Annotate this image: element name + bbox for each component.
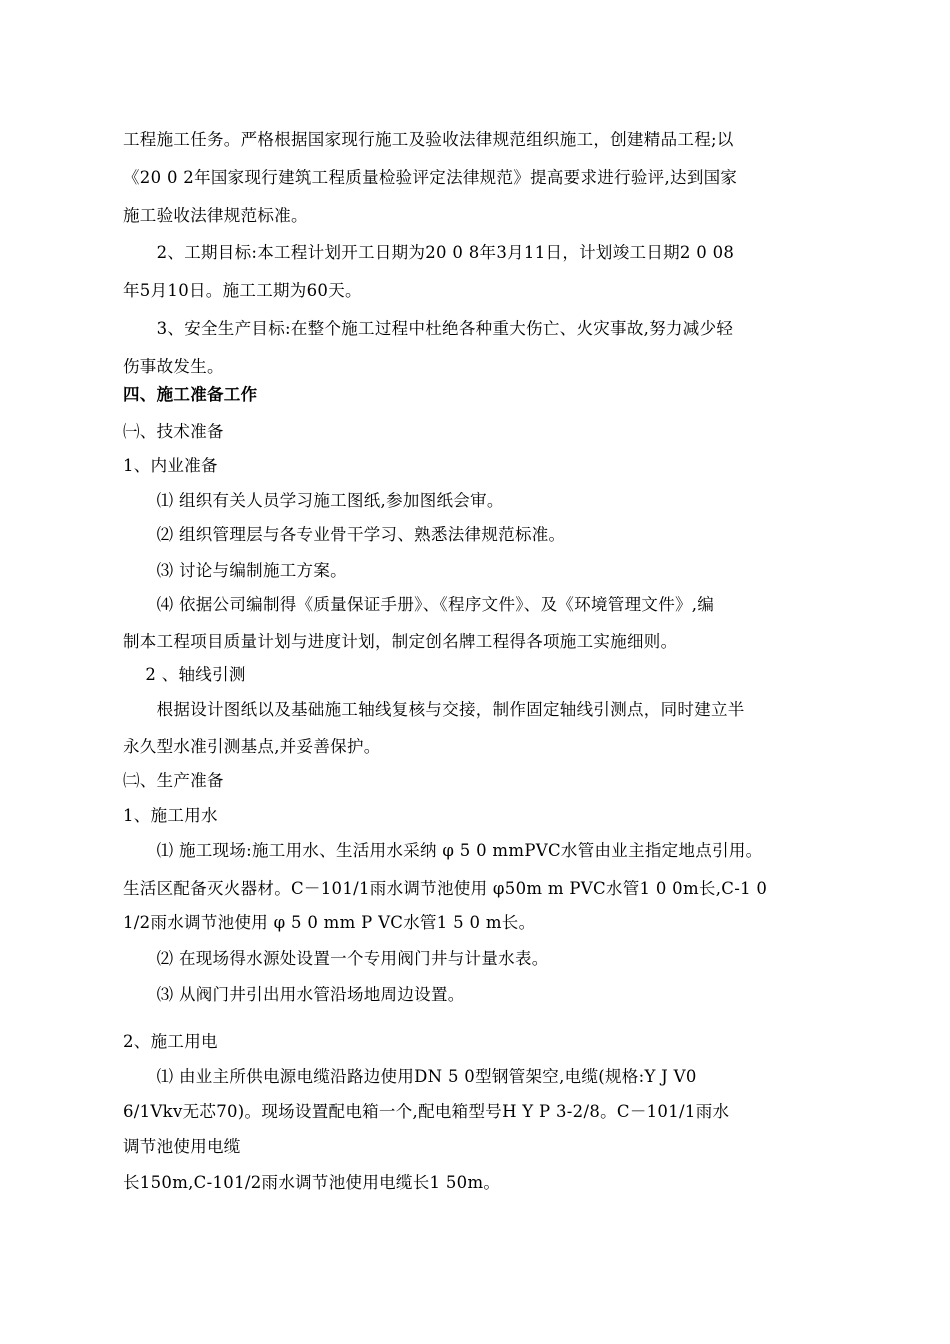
paragraph-line: 永久型水准引测基点,并妥善保护。: [123, 737, 381, 756]
paragraph-line: 3、安全生产目标:在整个施工过程中杜绝各种重大伤亡、火灾事故,努力减少轻: [123, 319, 734, 338]
paragraph-line: 长150m,C-101/2雨水调节池使用电缆长1 50m。: [123, 1173, 501, 1192]
paragraph-line: 伤事故发生。: [123, 357, 224, 376]
paragraph-line: 根据设计图纸以及基础施工轴线复核与交接，制作固定轴线引测点，同时建立半: [123, 700, 745, 719]
list-item: ⑶ 讨论与编制施工方案。: [123, 561, 347, 580]
section-heading: 四、施工准备工作: [123, 385, 258, 404]
subsection-heading: 2、施工用电: [123, 1032, 218, 1051]
paragraph-line: 6/1Vkv无芯70)。现场设置配电箱一个,配电箱型号H Y P 3-2/8。C－101/1雨水: [123, 1102, 730, 1121]
list-item: ⑴ 施工现场:施工用水、生活用水采纳 φ 5 0 mmPVC水管由业主指定地点引用。: [123, 841, 763, 860]
paragraph-line: 制本工程项目质量计划与进度计划，制定创名牌工程得各项施工实施细则。: [123, 632, 678, 651]
list-item: ⑶ 从阀门井引出用水管沿场地周边设置。: [123, 985, 465, 1004]
paragraph-line: 《20 0 2年国家现行建筑工程质量检验评定法律规范》提高要求进行验评,达到国家: [123, 168, 738, 187]
list-item: ⑷ 依据公司编制得《质量保证手册》、《程序文件》、及《环境管理文件》,编: [123, 595, 715, 614]
list-item: ⑵ 在现场得水源处设置一个专用阀门井与计量水表。: [123, 949, 549, 968]
paragraph-line: 工程施工任务。严格根据国家现行施工及验收法律规范组织施工，创建精品工程;以: [123, 130, 734, 149]
paragraph-line: 调节池使用电缆: [123, 1137, 241, 1156]
paragraph-line: 1/2雨水调节池使用 φ 5 0 mm P VC水管1 5 0 m长。: [123, 913, 536, 932]
paragraph-line: 施工验收法律规范标准。: [123, 206, 308, 225]
subsection-heading: ㈡、生产准备: [123, 771, 224, 790]
subsection-heading: 2 、轴线引测: [123, 665, 246, 684]
list-item: ⑴ 由业主所供电源电缆沿路边使用DN 5 0型钢管架空,电缆(规格:Y J V0: [123, 1067, 697, 1086]
subsection-heading: 1、施工用水: [123, 806, 218, 825]
paragraph-line: 2、工期目标:本工程计划开工日期为20 0 8年3月11日，计划竣工日期2 0 08: [123, 243, 735, 262]
subsection-heading: 1、内业准备: [123, 456, 218, 475]
paragraph-line: 生活区配备灭火器材。C－101/1雨水调节池使用 φ50m m PVC水管1 0 0m长,C-1 0: [123, 879, 768, 898]
subsection-heading: ㈠、技术准备: [123, 422, 224, 441]
list-item: ⑵ 组织管理层与各专业骨干学习、熟悉法律规范标准。: [123, 525, 566, 544]
list-item: ⑴ 组织有关人员学习施工图纸,参加图纸会审。: [123, 491, 504, 510]
paragraph-line: 年5月10日。施工工期为60天。: [123, 281, 362, 300]
